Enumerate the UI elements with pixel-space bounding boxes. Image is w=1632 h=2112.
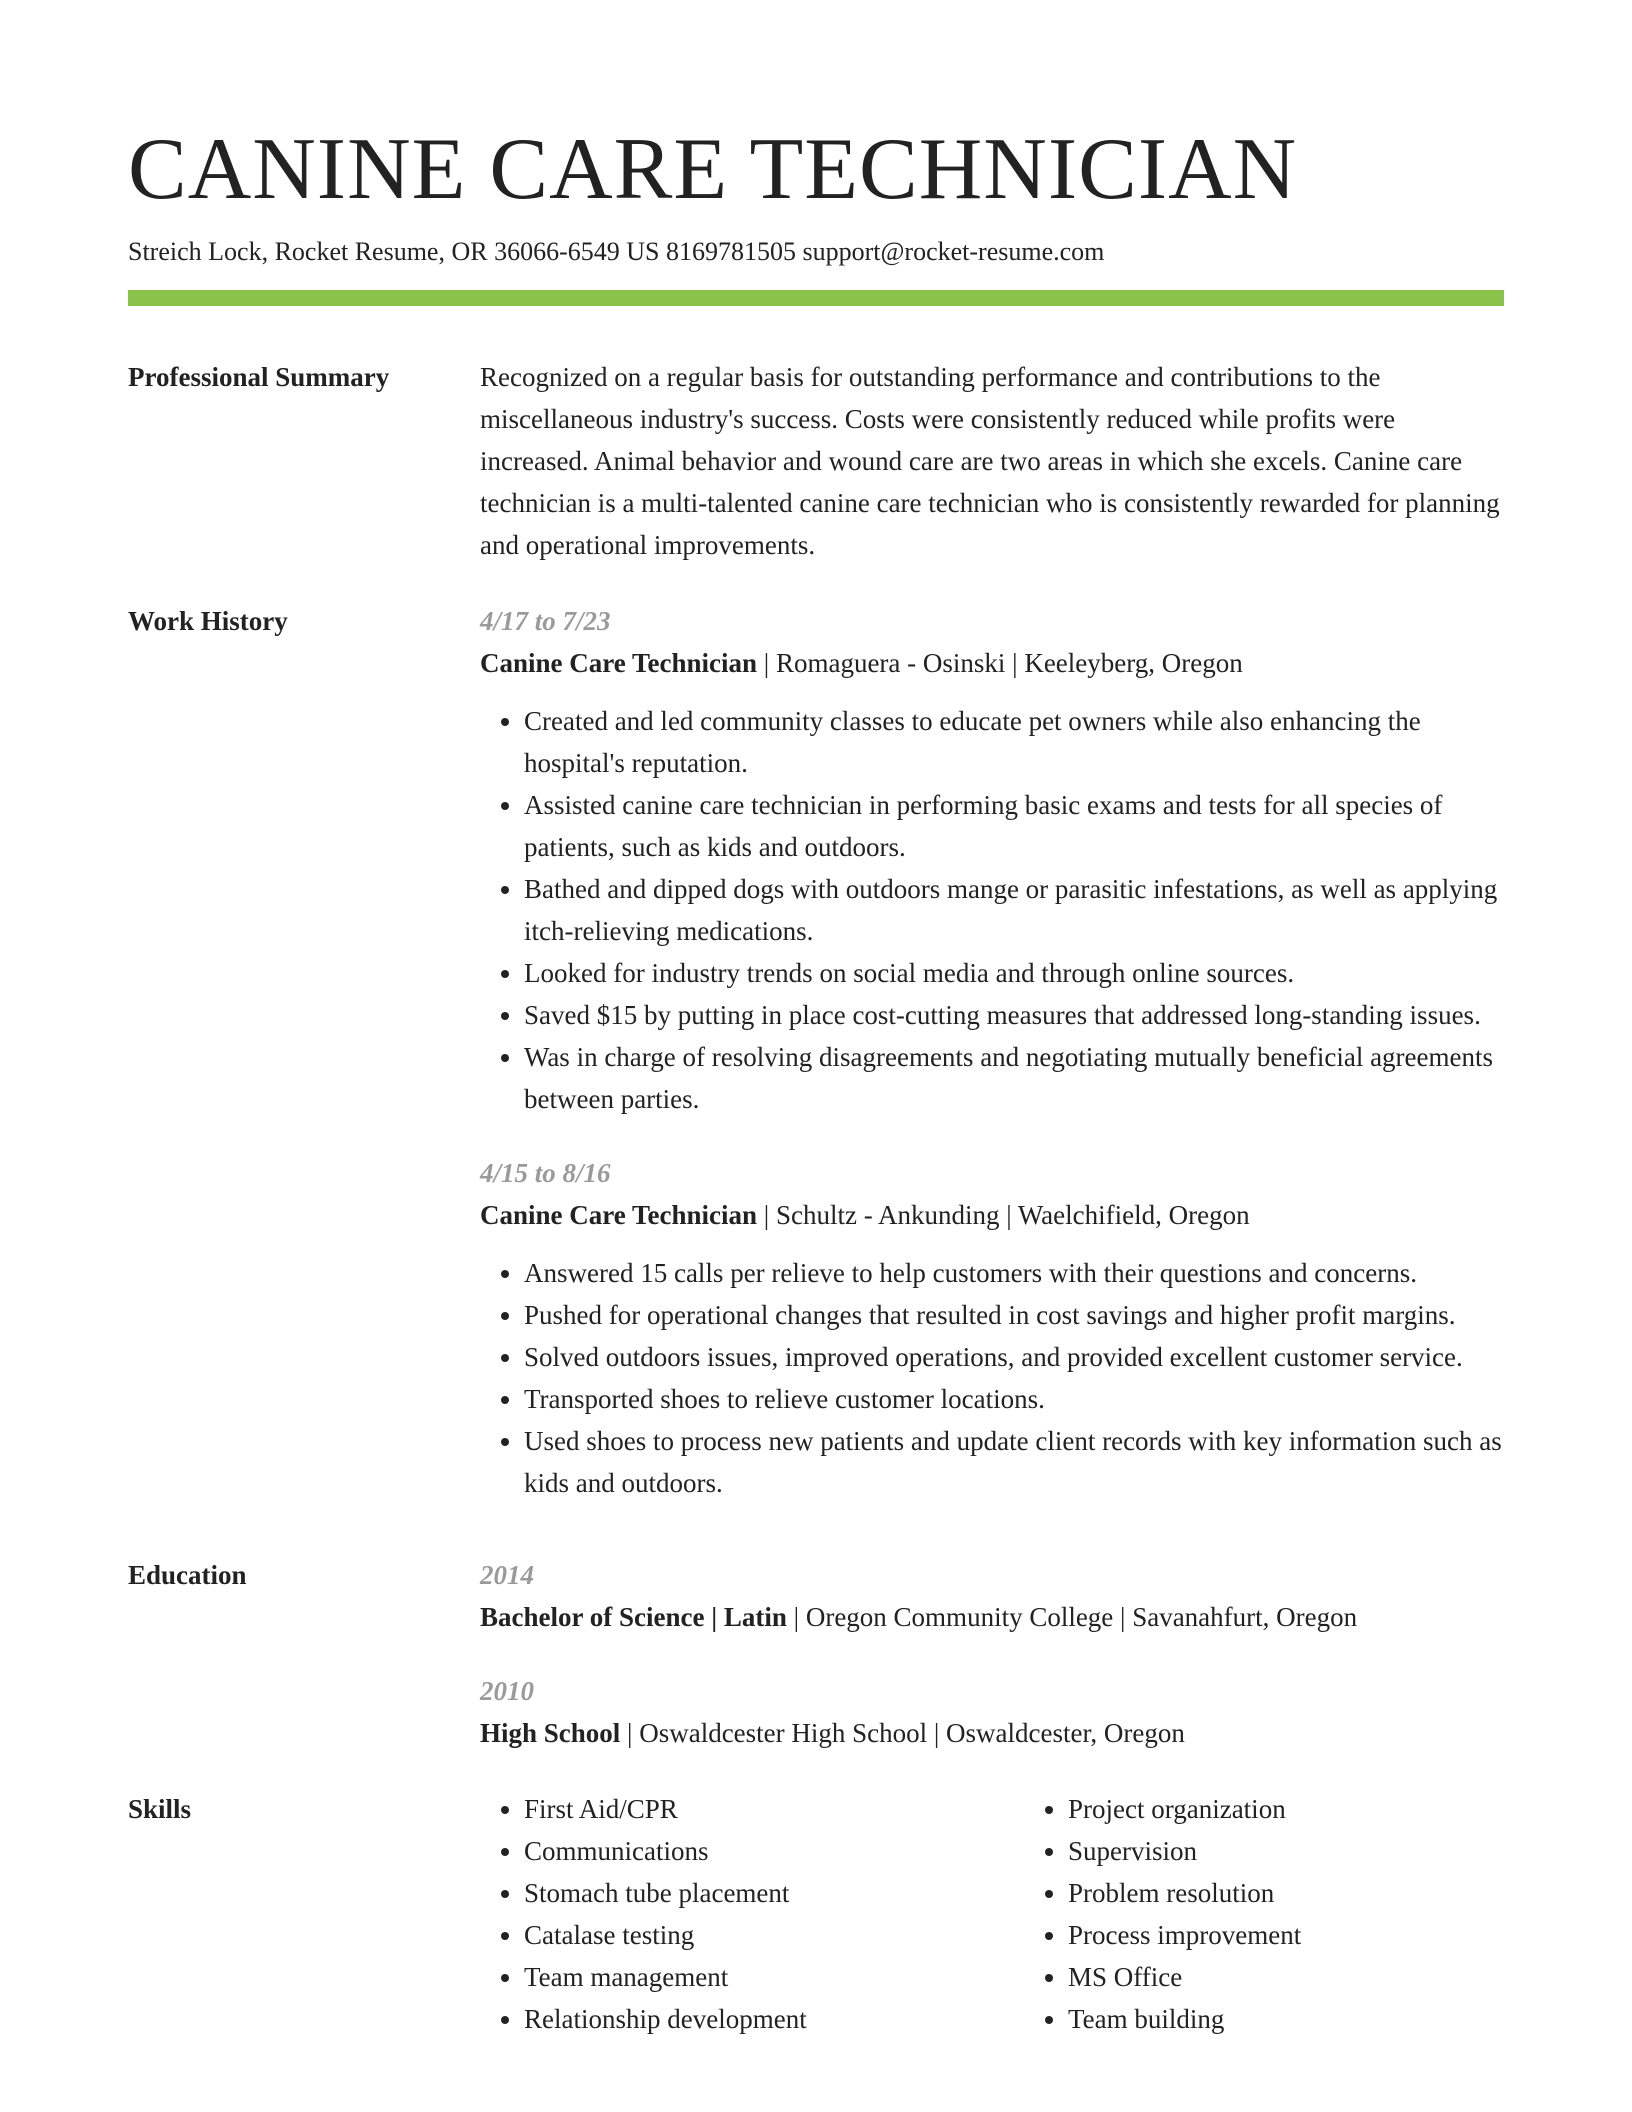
job-details: | Romaguera - Osinski | Keeleyberg, Oregon (757, 648, 1243, 678)
job-dates: 4/15 to 8/16 (480, 1158, 611, 1188)
job-entry (480, 1152, 1504, 1504)
summary-text: Recognized on a regular basis for outstanding performance and contributions to the miscellaneous industry's success. Costs were consistently reduced while profits were increased. Animal behavior and wound care are two areas in which she excels. Canine care technician is a multi-talented canine care technician who is consistently rewarded for planning and operational improvements. (480, 362, 1500, 560)
skill-item: • Stomach tube placement (524, 1872, 984, 1914)
job-bullets (480, 1252, 1504, 1504)
header-accent-rule (128, 290, 1504, 306)
education-details: | Oswaldcester High School | Oswaldcester, Oregon (620, 1718, 1185, 1748)
job-dates: 4/17 to 7/23 (480, 606, 611, 636)
job-bullets (480, 700, 1504, 1120)
skill-item: • Problem resolution (1068, 1872, 1528, 1914)
education-year: 2014 (480, 1560, 534, 1590)
skill-item: • Communications (524, 1830, 984, 1872)
job-bullet: • Solved outdoors issues, improved operations, and provided excellent customer service. (524, 1336, 1504, 1378)
section-label-skills: Skills (128, 1794, 192, 1824)
job-bullet: • Saved $15 by putting in place cost-cutting measures that addressed long-standing issues. (524, 994, 1504, 1036)
job-bullet: • Created and led community classes to educate pet owners while also enhancing the hospital's reputation. (524, 700, 1504, 784)
education-details: | Oregon Community College | Savanahfurt, Oregon (786, 1602, 1358, 1632)
education-year: 2010 (480, 1676, 534, 1706)
job-bullet: • Was in charge of resolving disagreements and negotiating mutually beneficial agreements between parties. (524, 1036, 1504, 1120)
section-label-education: Education (128, 1560, 247, 1590)
skill-item: • Process improvement (1068, 1914, 1528, 1956)
section-label-summary: Professional Summary (128, 362, 390, 392)
education-section (128, 1554, 1504, 1754)
job-bullet: • Used shoes to process new patients and update client records with key information such as kids and outdoors. (524, 1420, 1504, 1504)
job-title: Canine Care Technician (480, 1200, 758, 1230)
skill-item: • Catalase testing (524, 1914, 984, 1956)
job-entry (480, 600, 1504, 1120)
skill-item: • Team management (524, 1956, 984, 1998)
job-title: Canine Care Technician (480, 648, 758, 678)
skill-item: • First Aid/CPR (524, 1788, 984, 1830)
skill-item: • Team building (1068, 1998, 1528, 2040)
skills-column-right (1024, 1788, 1528, 2040)
skill-item: • MS Office (1068, 1956, 1528, 1998)
job-role-line (480, 1194, 1504, 1236)
job-bullet: • Bathed and dipped dogs with outdoors mange or parasitic infestations, as well as applying itch-relieving medications. (524, 868, 1504, 952)
job-details: | Schultz - Ankunding | Waelchifield, Oregon (757, 1200, 1250, 1230)
job-bullet: • Assisted canine care technician in performing basic exams and tests for all species of patients, such as kids and outdoors. (524, 784, 1504, 868)
job-bullet: • Transported shoes to relieve customer locations. (524, 1378, 1504, 1420)
skills-columns (480, 1788, 1528, 2040)
resume-page (128, 0, 1504, 2040)
skills-column-left (480, 1788, 984, 2040)
contact-line: Streich Lock, Rocket Resume, OR 36066-6549 US 8169781505 support@rocket-resume.com (128, 237, 1105, 266)
job-role-line (480, 642, 1504, 684)
job-bullet: • Looked for industry trends on social media and through online sources. (524, 952, 1504, 994)
summary-section (128, 356, 1504, 566)
skill-item: • Relationship development (524, 1998, 984, 2040)
skill-item: • Project organization (1068, 1788, 1528, 1830)
education-entry (480, 1670, 1504, 1754)
job-bullet: • Answered 15 calls per relieve to help customers with their questions and concerns. (524, 1252, 1504, 1294)
education-degree: Bachelor of Science | Latin (480, 1602, 787, 1632)
education-line (480, 1712, 1504, 1754)
work-history-section (128, 600, 1504, 1504)
section-label-work-history: Work History (128, 606, 288, 636)
education-line (480, 1596, 1504, 1638)
resume-title: CANINE CARE TECHNICIAN (128, 121, 1298, 218)
education-entry (480, 1554, 1504, 1638)
skills-section (128, 1788, 1504, 2040)
skill-item: • Supervision (1068, 1830, 1528, 1872)
education-degree: High School (480, 1718, 621, 1748)
job-bullet: • Pushed for operational changes that resulted in cost savings and higher profit margins. (524, 1294, 1504, 1336)
